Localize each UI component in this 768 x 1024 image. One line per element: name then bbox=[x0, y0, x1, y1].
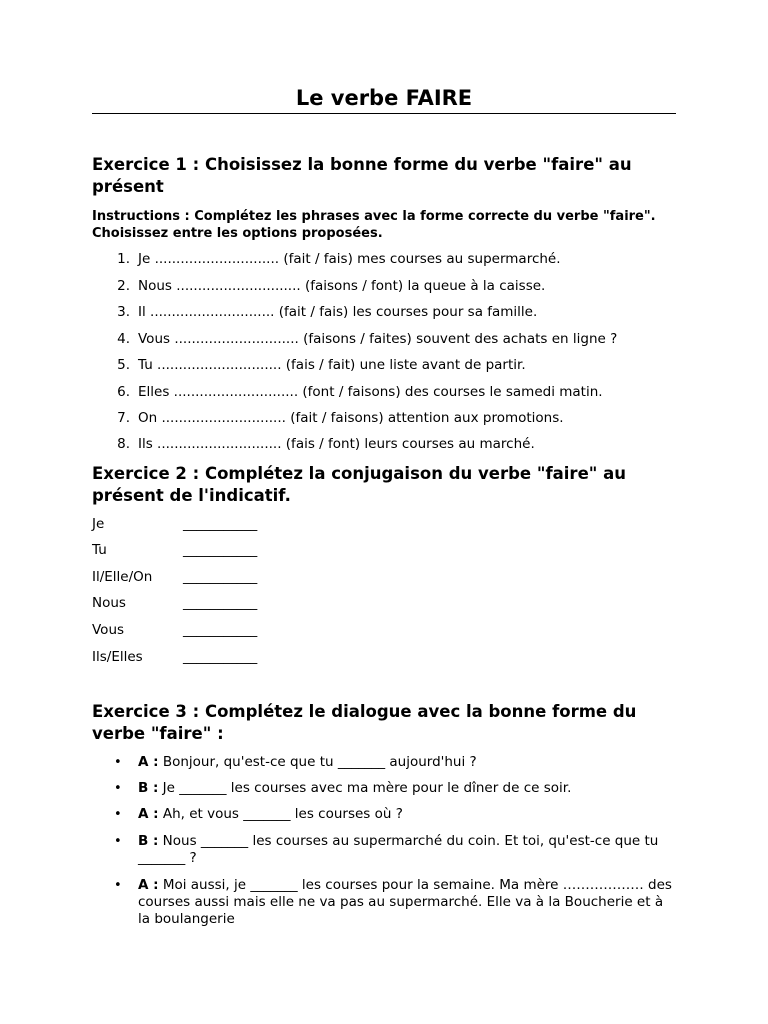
item-text: Il ............................. (fait / fais) les courses pour sa famille. bbox=[138, 304, 538, 320]
bullet-marker: • bbox=[114, 834, 122, 849]
dialogue-text: Moi aussi, je _______ les courses pour la semaine. Ma mère ……………… des courses aussi mais elle ne va pas au supermarché. Elle va à la Boucherie et à la boulangerie bbox=[138, 877, 672, 927]
exercise-1-instructions: Instructions : Complétez les phrases avec la forme correcte du verbe "faire". Choisissez entre les options proposées. bbox=[92, 209, 656, 241]
title-divider bbox=[92, 113, 676, 114]
item-number: 1. bbox=[117, 251, 130, 267]
speaker-label: A : bbox=[138, 806, 159, 822]
pronoun-label: Tu bbox=[92, 542, 107, 558]
item-text: Ils ............................. (fais / font) leurs courses au marché. bbox=[138, 436, 535, 452]
pronoun-label: Il/Elle/On bbox=[92, 569, 153, 585]
dialogue-text: Nous _______ les courses au supermarché du coin. Et toi, qu'est-ce que tu _______ ? bbox=[138, 833, 659, 866]
bullet-marker: • bbox=[114, 807, 122, 822]
dialogue-text: Je _______ les courses avec ma mère pour le dîner de ce soir. bbox=[158, 780, 572, 796]
answer-blank: ___________ bbox=[183, 542, 258, 558]
answer-blank: ___________ bbox=[183, 649, 258, 665]
answer-blank: ___________ bbox=[183, 569, 258, 585]
item-text: Nous ............................. (faisons / font) la queue à la caisse. bbox=[138, 278, 546, 294]
item-number: 5. bbox=[117, 357, 130, 373]
exercise-1-heading: Exercice 1 : Choisissez la bonne forme du verbe "faire" au présent bbox=[92, 155, 632, 196]
answer-blank: ___________ bbox=[183, 595, 258, 611]
speaker-label: B : bbox=[138, 780, 159, 796]
answer-blank: ___________ bbox=[183, 516, 258, 532]
item-text: Tu ............................. (fais / fait) une liste avant de partir. bbox=[138, 357, 526, 373]
dialogue-text: Bonjour, qu'est-ce que tu _______ aujourd'hui ? bbox=[158, 754, 477, 770]
item-number: 8. bbox=[117, 436, 130, 452]
speaker-label: B : bbox=[138, 833, 159, 849]
item-number: 4. bbox=[117, 331, 130, 347]
item-number: 7. bbox=[117, 410, 130, 426]
bullet-marker: • bbox=[114, 755, 122, 770]
item-number: 2. bbox=[117, 278, 130, 294]
pronoun-label: Je bbox=[92, 516, 105, 532]
item-text: Elles ............................. (font / faisons) des courses le samedi matin. bbox=[138, 384, 603, 400]
exercise-3-heading: Exercice 3 : Complétez le dialogue avec la bonne forme du verbe "faire" : bbox=[92, 702, 637, 743]
speaker-label: A : bbox=[138, 754, 159, 770]
exercise-2-heading: Exercice 2 : Complétez la conjugaison du verbe "faire" au présent de l'indicatif. bbox=[92, 464, 626, 505]
pronoun-label: Ils/Elles bbox=[92, 649, 143, 665]
answer-blank: ___________ bbox=[183, 622, 258, 638]
dialogue-text: Ah, et vous _______ les courses où ? bbox=[158, 806, 403, 822]
pronoun-label: Nous bbox=[92, 595, 126, 611]
pronoun-label: Vous bbox=[92, 622, 125, 638]
item-number: 3. bbox=[117, 304, 130, 320]
item-number: 6. bbox=[117, 384, 130, 400]
bullet-marker: • bbox=[114, 878, 122, 893]
item-text: On ............................. (fait / faisons) attention aux promotions. bbox=[138, 410, 564, 426]
bullet-marker: • bbox=[114, 781, 122, 796]
item-text: Je ............................. (fait / fais) mes courses au supermarché. bbox=[138, 251, 561, 267]
item-text: Vous ............................. (faisons / faites) souvent des achats en ligne ? bbox=[138, 331, 618, 347]
speaker-label: A : bbox=[138, 877, 159, 893]
page-title: Le verbe FAIRE bbox=[295, 86, 473, 110]
